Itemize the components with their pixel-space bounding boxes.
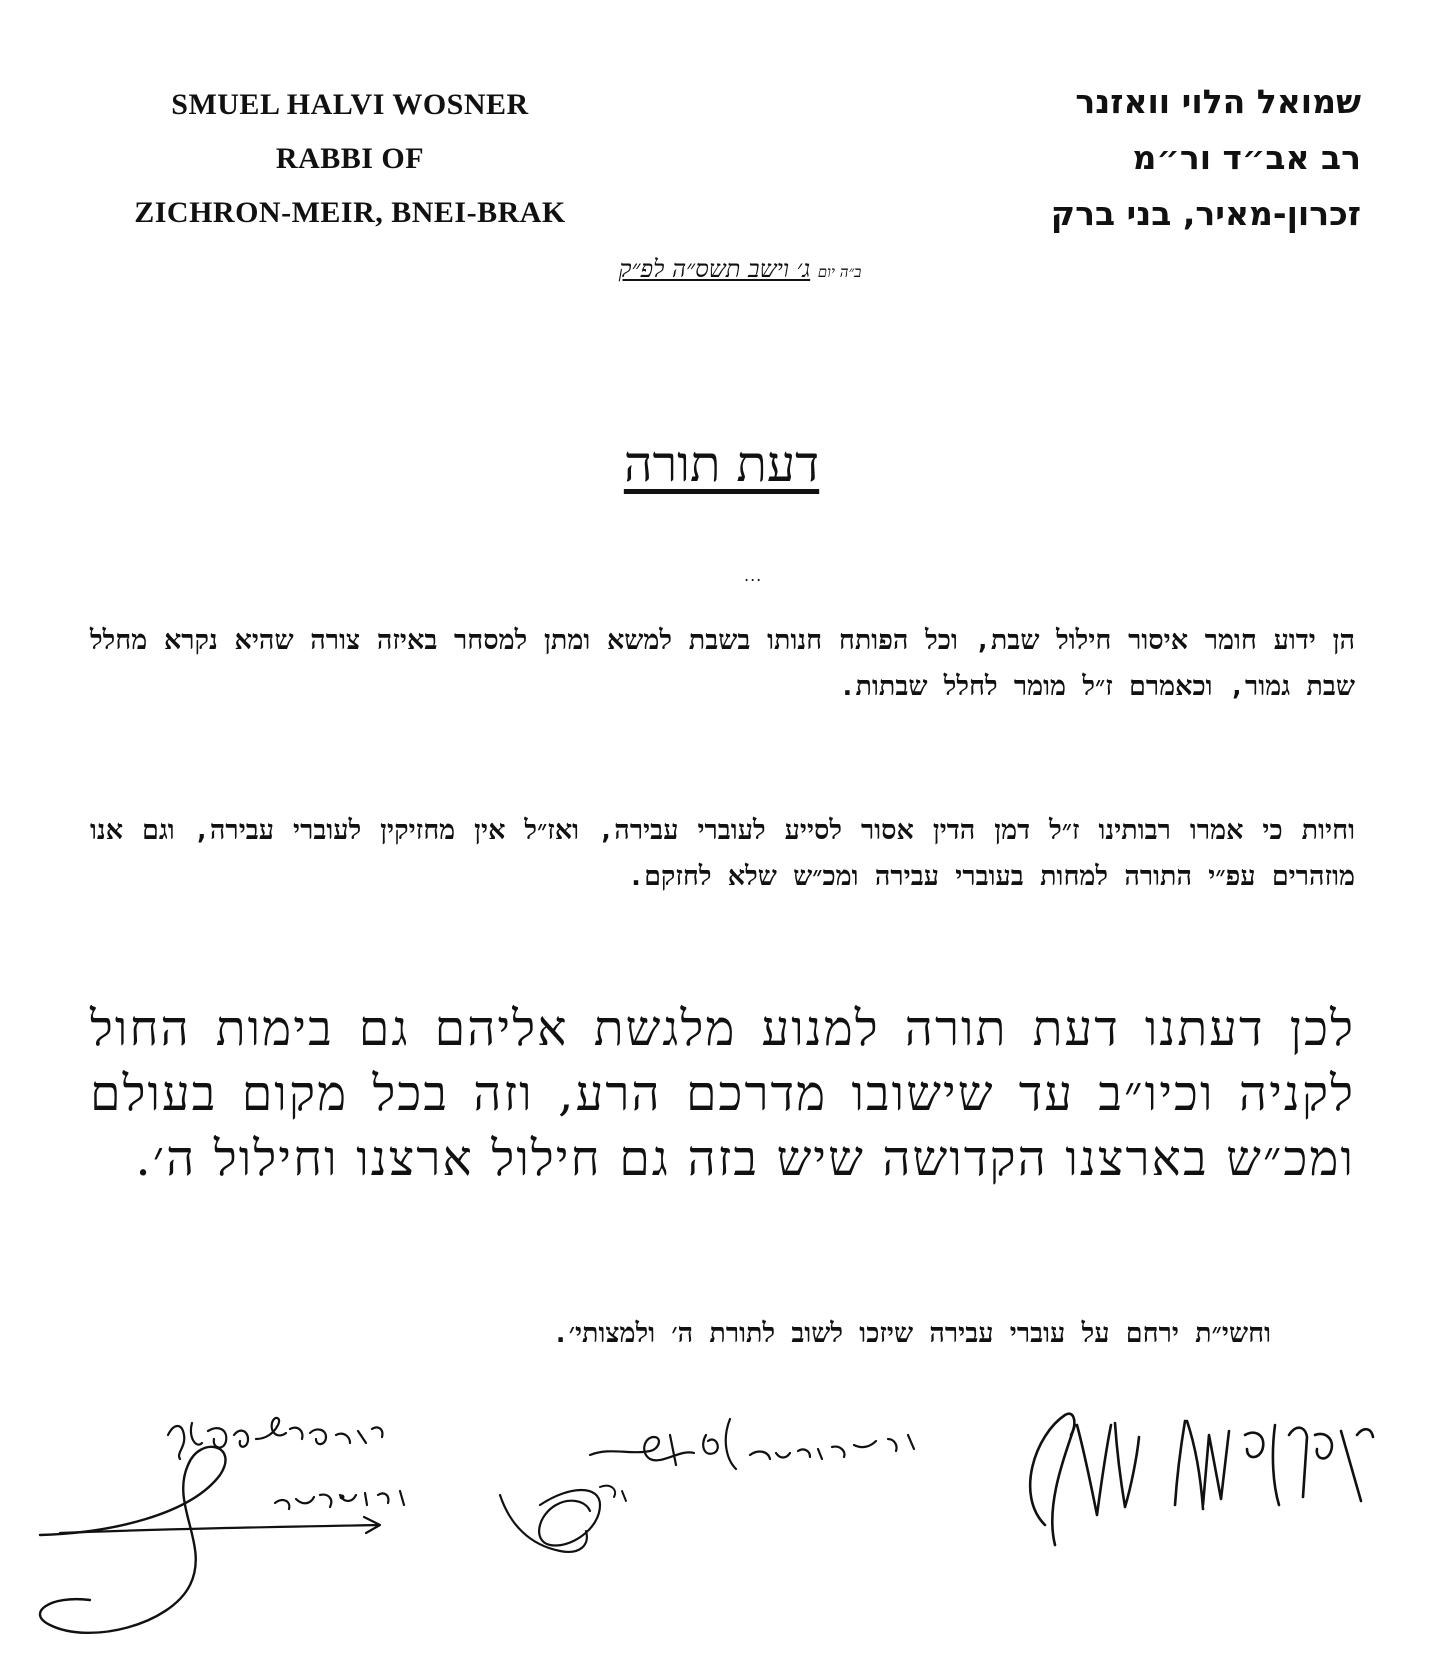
- letterhead-hebrew-title: רב אב״ד ור״מ: [1132, 138, 1361, 177]
- separator-dots: ...: [744, 566, 763, 585]
- letterhead-hebrew: [901, 74, 1361, 242]
- letterhead-hebrew-location: זכרון-מאיר, בני ברק: [1050, 194, 1361, 233]
- hebrew-date: ג׳ וישב תשס״ה לפ״ק: [618, 255, 811, 283]
- paragraph-1: הן ידוע חומר איסור חילול שבת, וכל הפותח חנותו בשבת למשא ומתן למסחר באיזה צורה שהיא נקרא מחלל שבת גמור, וכאמרם ז״ל מומר לחלל שבתות.: [90, 625, 1355, 702]
- paragraph-3-ruling: לכן דעתנו דעת תורה למנוע מלגשת אליהם גם בימות החול לקניה וכיו״ב עד שישובו מדרכם הרע, וזה בכל מקום בעולם ומכ״ש בארצנו הקדושה שיש בזה גם חילול ארצנו וחילול ה׳.: [90, 1000, 1355, 1187]
- letterhead-english-location: ZICHRON-MEIR, BNEI-BRAK: [134, 196, 566, 229]
- letterhead-hebrew-name: שמואל הלוי וואזנר: [1075, 82, 1361, 121]
- signature-right: [1005, 1395, 1385, 1555]
- document-title: [0, 432, 1443, 496]
- letterhead-english-name: SMUEL HALVI WOSNER: [171, 88, 529, 121]
- signature-middle: [470, 1395, 950, 1595]
- closing-line: וחשי״ת ירחם על עוברי עבירה שיזכו לשוב לתורת ה׳ ולמצותי׳.: [552, 1318, 1271, 1349]
- document-title-text: דעת תורה: [623, 435, 820, 493]
- letterhead-english: [70, 78, 630, 240]
- letterhead-english-title: RABBI OF: [275, 142, 425, 175]
- date-line: [500, 254, 980, 287]
- signature-left: [20, 1395, 450, 1655]
- paragraph-2: וחיות כי אמרו רבותינו ז״ל דמן הדין אסור לסייע לעוברי עבירה, ואז״ל אין מחזיקין לעוברי עבירה, וגם אנו מוזהרים עפ״י התורה למחות בעוברי עבירה ומכ״ש שלא לחזקם.: [90, 815, 1355, 892]
- date-prefix: ב״ה יום: [817, 263, 862, 281]
